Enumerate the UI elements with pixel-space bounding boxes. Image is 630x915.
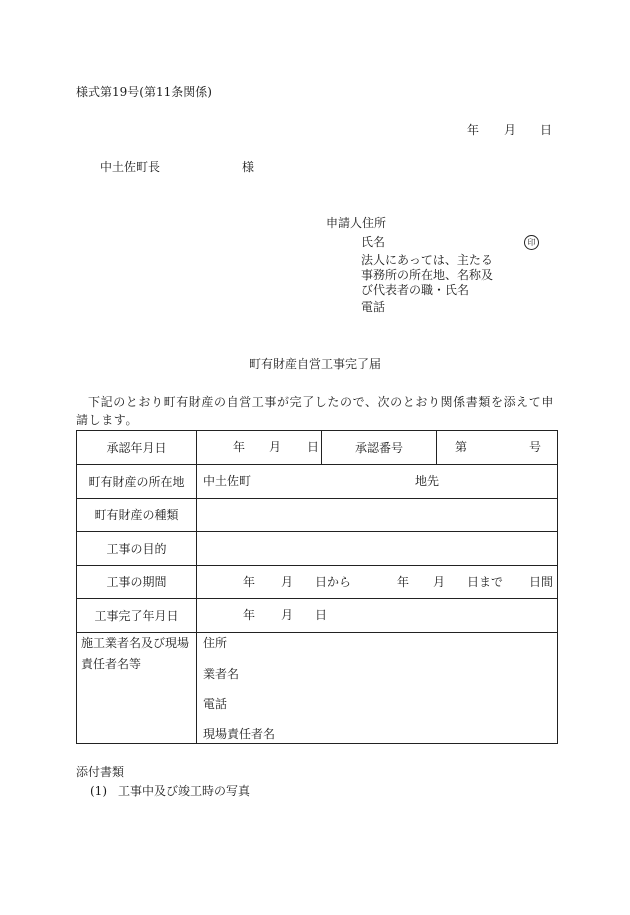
period-end-month: 月 [433,575,446,589]
row-completion [77,599,558,633]
date-day: 日 [540,123,553,137]
site-manager-label: 現場責任者名 [203,727,276,741]
contractor-phone-label: 電話 [203,697,228,711]
kind-value [197,499,558,532]
location-suffix: 地先 [415,474,440,488]
applicant-address-label: 申請人住所 [326,216,387,230]
approval-no-label: 承認番号 [322,431,437,465]
completion-value [197,599,558,633]
corp-note-line-1: 法人にあっては、主たる [361,253,493,267]
completion-month: 月 [281,608,294,622]
period-value [197,566,558,599]
addressee-name: 中土佐町長 [100,160,161,174]
approval-year: 年 [233,440,246,454]
attachments-heading: 添付書類 [76,765,125,779]
applicant-name-label: 氏名 [361,235,386,249]
corp-note-line-3: び代表者の職・氏名 [361,283,470,297]
approval-no-value [437,431,558,465]
intro-paragraph: 下記のとおり町有財産の自営工事が完了したので、次のとおり関係書類を添えて申請します。 [76,395,554,427]
contractor-name-label: 業者名 [203,667,240,681]
row-purpose [77,532,558,566]
completion-day: 日 [315,608,328,622]
completion-year: 年 [243,608,256,622]
completion-label: 工事完了年月日 [77,599,197,633]
contractor-value [197,633,558,744]
attachment-item-number: (1) [90,784,107,798]
purpose-value [197,532,558,566]
period-from: 日から [315,575,352,589]
row-approval [77,431,558,465]
period-label: 工事の期間 [77,566,197,599]
approval-date-value [197,431,322,465]
addressee-honorific: 様 [242,160,255,174]
date-year: 年 [467,123,480,137]
completion-form-table [76,430,558,744]
approval-no-suffix: 号 [529,440,542,454]
contractor-label-line-1: 施工業者名及び現場 [81,636,190,650]
location-value [197,465,558,499]
approval-day: 日 [307,440,320,454]
approval-date-label: 承認年月日 [77,431,197,465]
contractor-address-label: 住所 [203,636,228,650]
period-days: 日間 [529,575,554,589]
purpose-label: 工事の目的 [77,532,197,566]
row-contractor [77,633,558,744]
seal-mark: 印 [524,235,539,250]
row-kind [77,499,558,532]
kind-label: 町有財産の種類 [77,499,197,532]
applicant-phone-label: 電話 [361,300,386,314]
period-end-year: 年 [397,575,410,589]
row-location [77,465,558,499]
contractor-label [77,633,197,744]
approval-no-prefix: 第 [455,440,468,454]
approval-month: 月 [269,440,282,454]
date-month: 月 [504,123,517,137]
corp-note-line-2: 事務所の所在地、名称及 [361,268,494,282]
period-start-month: 月 [281,575,294,589]
location-town: 中土佐町 [203,474,252,488]
document-title: 町有財産自営工事完了届 [248,357,381,371]
form-number: 様式第19号(第11条関係) [76,85,212,99]
period-until: 日まで [467,575,504,589]
contractor-label-line-2: 責任者名等 [81,657,142,671]
attachment-item-text: 工事中及び竣工時の写真 [118,784,251,798]
period-start-year: 年 [243,575,256,589]
location-label: 町有財産の所在地 [77,465,197,499]
row-period [77,566,558,599]
